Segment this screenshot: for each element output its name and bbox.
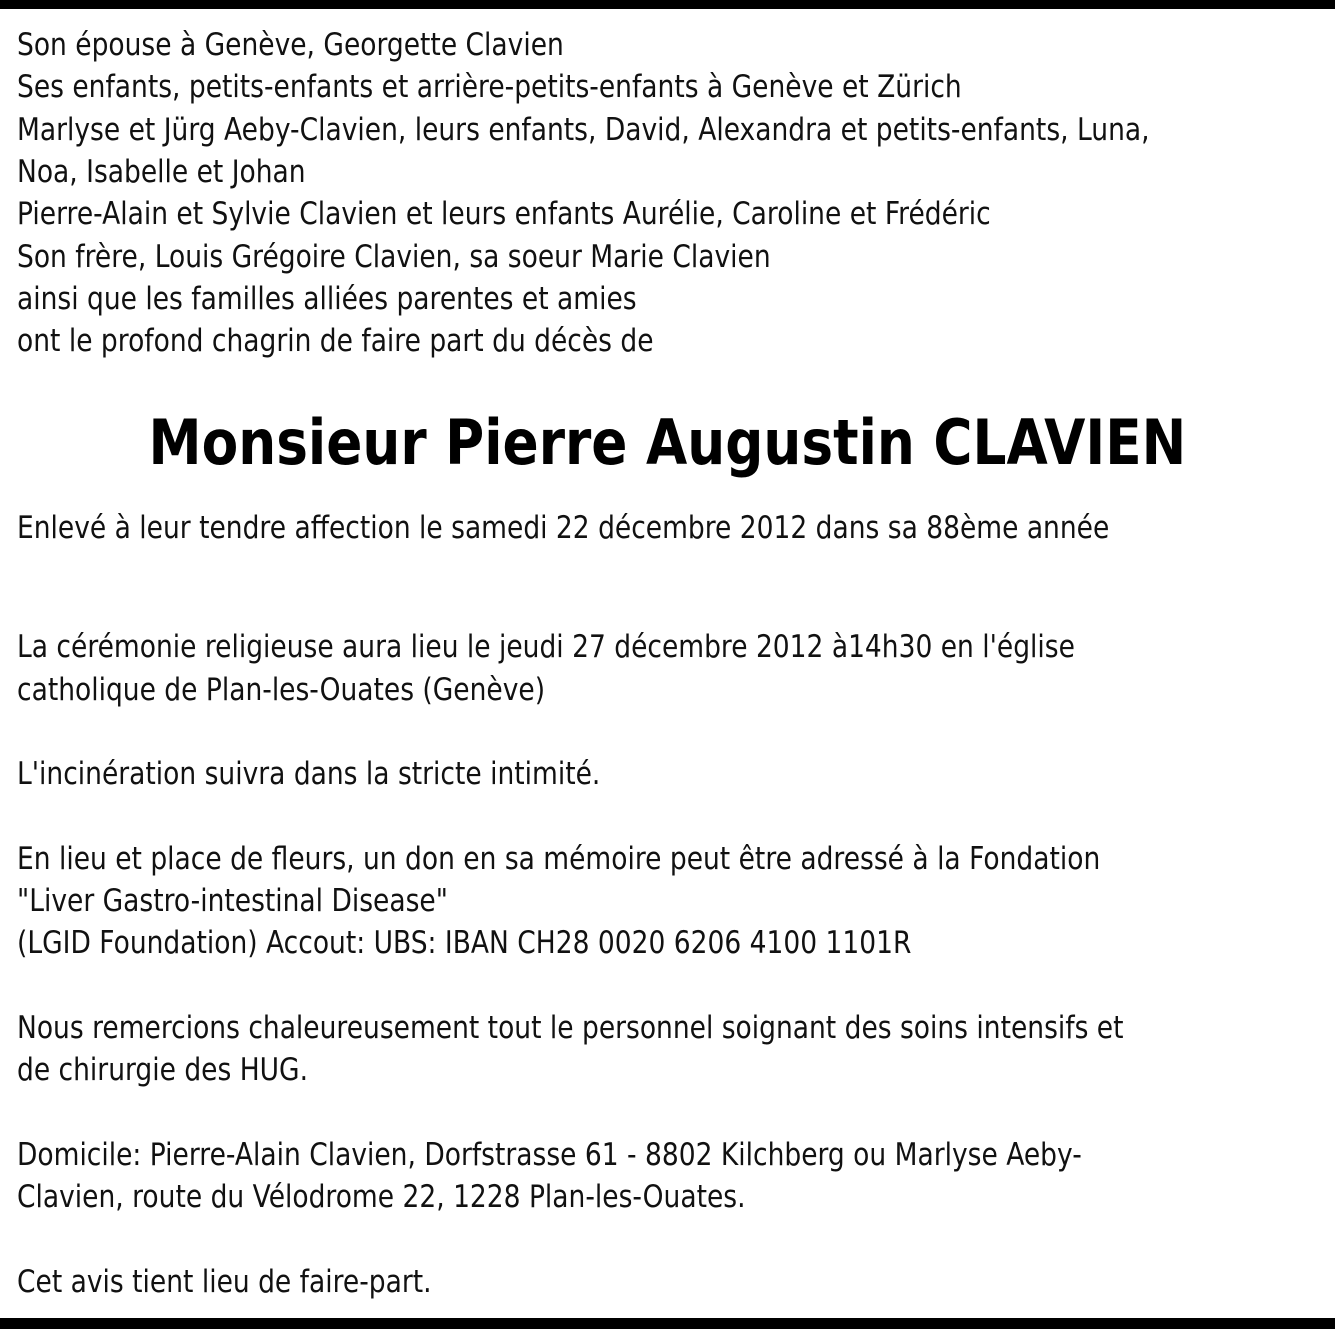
donation-line-1: En lieu et place de fleurs, un don en sa mémoire peut être adressé à la Fondation [17,841,1101,877]
domicile-line-1: Domicile: Pierre-Alain Clavien, Dorfstrasse 61 - 8802 Kilchberg ou Marlyse Aeby- [17,1137,1082,1173]
family-line-aeby-clavien-cont: Noa, Isabelle et Johan [17,154,306,190]
bottom-border-rule [0,1318,1335,1329]
ceremony-line-1: La cérémonie religieuse aura lieu le jeudi 27 décembre 2012 à14h30 en l'église [17,629,1075,665]
family-line-siblings: Son frère, Louis Grégoire Clavien, sa soeur Marie Clavien [17,239,771,275]
family-line-spouse: Son épouse à Genève, Georgette Clavien [17,27,564,63]
family-line-aeby-clavien: Marlyse et Jürg Aeby-Clavien, leurs enfants, David, Alexandra et petits-enfants, Luna, [17,112,1150,148]
closing-note: Cet avis tient lieu de faire-part. [17,1264,432,1300]
thanks-line-2: de chirurgie des HUG. [17,1052,309,1088]
family-line-children: Ses enfants, petits-enfants et arrière-petits-enfants à Genève et Zürich [17,69,962,105]
family-line-announcement: ont le profond chagrin de faire part du décès de [17,323,654,359]
domicile-line-2: Clavien, route du Vélodrome 22, 1228 Plan-les-Ouates. [17,1179,746,1215]
donation-line-2: "Liver Gastro-intestinal Disease" [17,883,448,919]
top-border-rule [0,0,1335,9]
death-announcement: Enlevé à leur tendre affection le samedi 22 décembre 2012 dans sa 88ème année [17,510,1110,546]
deceased-name-heading: Monsieur Pierre Augustin CLAVIEN [148,406,1187,479]
ceremony-line-2: catholique de Plan-les-Ouates (Genève) [17,672,546,708]
donation-bank-details: (LGID Foundation) Accout: UBS: IBAN CH28 0020 6206 4100 1101R [17,925,912,961]
family-line-pierre-alain: Pierre-Alain et Sylvie Clavien et leurs enfants Aurélie, Caroline et Frédéric [17,196,991,232]
thanks-line-1: Nous remercions chaleureusement tout le personnel soignant des soins intensifs et [17,1010,1124,1046]
family-line-allied-families: ainsi que les familles alliées parentes et amies [17,281,637,317]
incineration-notice: L'incinération suivra dans la stricte intimité. [17,756,601,792]
